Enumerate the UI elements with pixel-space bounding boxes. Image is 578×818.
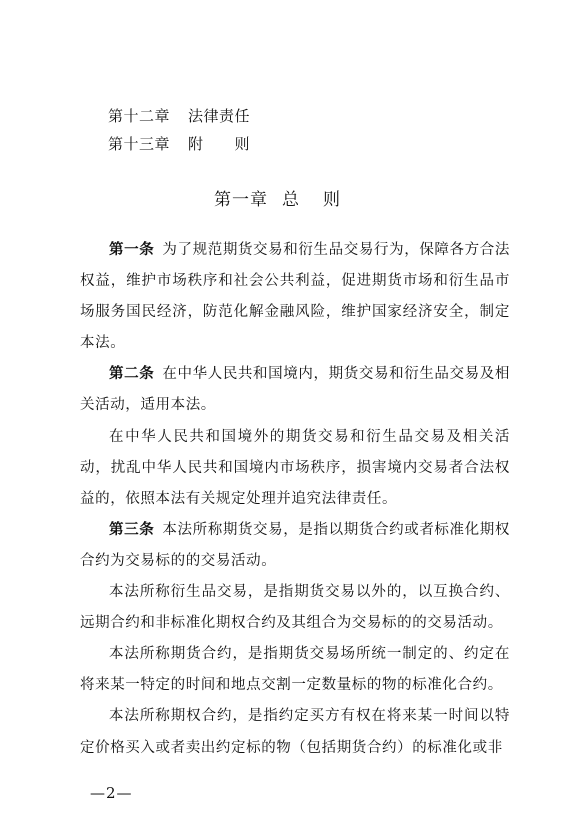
chapter-title: 总则 <box>282 190 364 210</box>
paragraph-text: 在中华人民共和国境外的期货交易和衍生品交易及相关活动，扰乱中华人民共和国境内市场秩序，损害境内交易者合法权益的，依照本法有关规定处理并追究法律责任。 <box>80 428 510 507</box>
toc-chapter-title: 法律责任 <box>188 107 251 125</box>
paragraph <box>80 235 510 359</box>
article-number: 第一条 <box>109 242 155 258</box>
document-body <box>80 235 510 764</box>
paragraph-text: 本法所称期货合约，是指期货交易场所统一制定的、约定在将来某一特定的时间和地点交割一定数量标的物的标准化合约。 <box>80 646 510 694</box>
paragraph <box>80 359 510 421</box>
toc-line-13 <box>108 134 250 154</box>
paragraph-text: 本法所称期权合约，是指约定买方有权在将来某一时间以特定价格买入或者卖出约定标的物（包括期货合约）的标准化或非 <box>80 708 510 756</box>
paragraph <box>80 577 510 639</box>
toc-line-12 <box>108 106 250 126</box>
toc-chapter-number: 第十二章 <box>108 107 171 125</box>
paragraph <box>80 422 510 515</box>
paragraph-text: 本法所称衍生品交易，是指期货交易以外的，以互换合约、远期合约和非标准化期权合约及其组合为交易标的的交易活动。 <box>80 584 510 632</box>
article-number: 第三条 <box>109 521 155 538</box>
paragraph-text: 在中华人民共和国境内，期货交易和衍生品交易及相关活动，适用本法。 <box>80 366 510 414</box>
paragraph <box>80 639 510 701</box>
chapter-number: 第一章 <box>214 190 268 210</box>
paragraph <box>80 701 510 763</box>
toc-chapter-number: 第十三章 <box>108 135 171 153</box>
paragraph-text: 本法所称期货交易，是指以期货合约或者标准化期权合约为交易标的的交易活动。 <box>80 521 510 569</box>
article-number: 第二条 <box>109 366 155 383</box>
page-number: —2— <box>90 784 133 802</box>
chapter-heading <box>0 188 578 212</box>
paragraph <box>80 515 510 577</box>
paragraph-text: 为了规范期货交易和衍生品交易行为，保障各方合法权益，维护市场秩序和社会公共利益，促进期货市场和衍生品市场服务国民经济，防范化解金融风险，维护国家经济安全，制定本法。 <box>80 242 510 352</box>
toc-chapter-title: 附 则 <box>188 135 251 153</box>
